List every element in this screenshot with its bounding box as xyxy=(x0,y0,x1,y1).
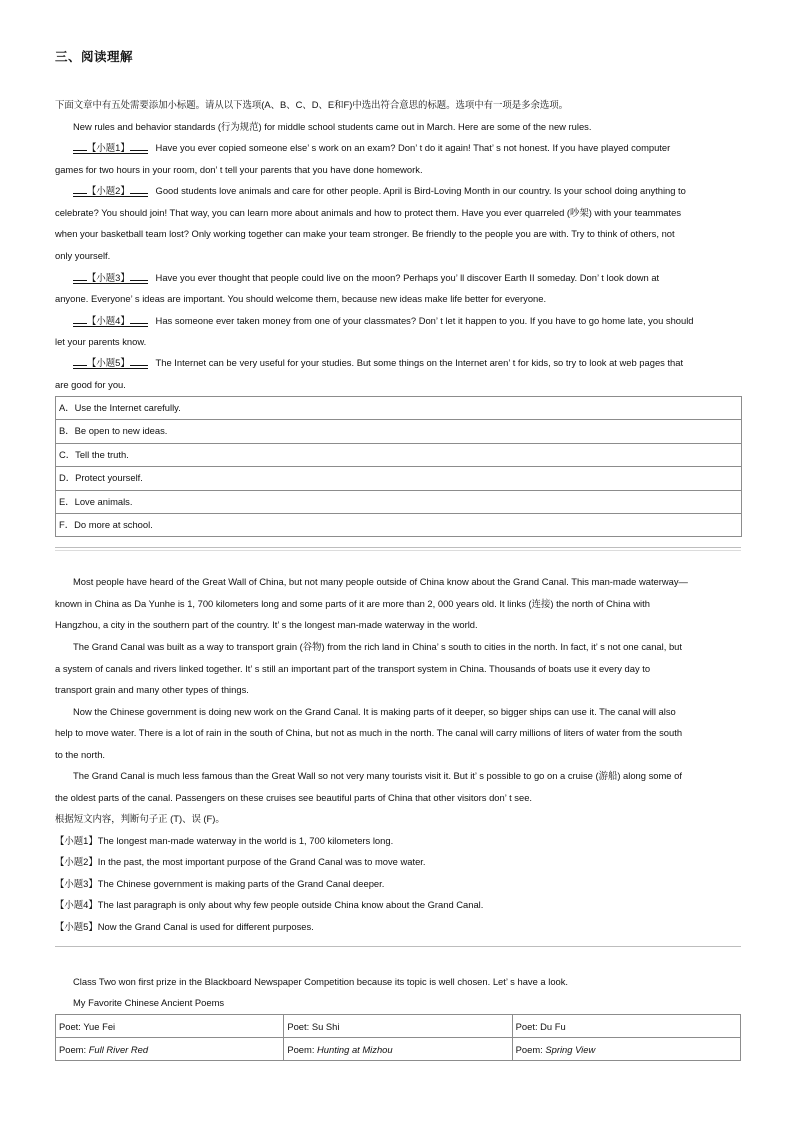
p1-item-2-cont: only yourself. xyxy=(55,250,111,261)
p2-line: The Grand Canal is much less famous than the Great Wall so not very many tourists visit it. But it’ s possible to go on a cruise (游船) along some of xyxy=(73,770,682,781)
divider xyxy=(55,547,741,548)
p2-line: to the north. xyxy=(55,749,106,760)
p1-item-1-cont: games for two hours in your room, don’ t tell your parents that you have done homework. xyxy=(55,164,423,175)
poem-table xyxy=(55,1014,741,1061)
p2-line: help to move water. There is a lot of rain in the south of China, but not as much in the north. The canal will carry millions of liters of water from the south xyxy=(55,727,683,738)
p2-line: The Grand Canal was built as a way to transport grain (谷物) from the rich land in China’ s south to cities in the north. In fact, it’ s not one canal, but xyxy=(73,641,682,652)
p1-item-4-cont: let your parents know. xyxy=(55,336,147,347)
p1-item-2: 【小题2】 Good students love animals and care for other people. April is Bird-Loving Month in our country. Is your school doing anything to xyxy=(55,180,741,202)
p2-line: a system of canals and rivers linked together. It’ s still an important part of the transport system in China. Thousands of boats use it every day to xyxy=(55,663,651,674)
option-a: A．Use the Internet carefully. xyxy=(56,397,741,420)
p2-line: Hangzhou, a city in the southern part of the country. It’ s the longest man-made waterway in the world. xyxy=(55,619,478,630)
p2-instruction: 根据短文内容，判断句子正 (T)、误 (F)。 xyxy=(55,813,225,824)
p2-line: known in China as Da Yunhe is 1, 700 kilometers long and some parts of it are more than 2, 000 years old. It links (连接) the north of China with xyxy=(55,598,650,609)
p1-intro: New rules and behavior standards (行为规范) for middle school students came out in March. Here are some of the new rules. xyxy=(73,121,592,132)
table-row xyxy=(56,1015,741,1038)
table-cell: Poet: Du Fu xyxy=(512,1015,740,1038)
p2-question-2: 【小题2】In the past, the most important purpose of the Grand Canal was to move water. xyxy=(55,856,426,867)
p3-intro: Class Two won first prize in the Blackboard Newspaper Competition because its topic is well chosen. Let’ s have a look. xyxy=(73,976,569,987)
question-tag: 【小题5】 xyxy=(73,357,148,369)
option-d: D．Protect yourself. xyxy=(56,467,741,490)
p1-item-5-cont: are good for you. xyxy=(55,379,126,390)
p1-item-4: 【小题4】 Has someone ever taken money from one of your classmates? Don’ t let it happen to you. If you have to go home late, you should xyxy=(55,310,741,332)
p1-item-1: 【小题1】 Have you ever copied someone else’ s work on an exam? Don’ t do it again! That’ s not honest. If you have played computer xyxy=(55,137,741,159)
p1-item-5: 【小题5】 The Internet can be very useful for your studies. But some things on the Internet aren’ t for kids, so try to look at web pages that xyxy=(55,352,741,374)
p1-item-3-cont: anyone. Everyone’ s ideas are important. You should welcome them, because new ideas make life better for everyone. xyxy=(55,293,547,304)
question-tag: 【小题1】 xyxy=(73,142,148,154)
options-table xyxy=(55,396,742,537)
question-tag: 【小题4】 xyxy=(73,315,148,327)
p1-item-3: 【小题3】 Have you ever thought that people could live on the moon? Perhaps you’ ll discover Earth II someday. Don’ t look down at xyxy=(55,267,741,289)
table-cell: Poem: Hunting at Mizhou xyxy=(284,1038,512,1061)
p2-question-3: 【小题3】The Chinese government is making parts of the Grand Canal deeper. xyxy=(55,878,385,889)
option-b: B．Be open to new ideas. xyxy=(56,420,741,443)
table-cell: Poet: Su Shi xyxy=(284,1015,512,1038)
p3-heading: My Favorite Chinese Ancient Poems xyxy=(73,997,225,1008)
p1-instruction: 下面文章中有五处需要添加小标题。请从以下选项(A、B、C、D、E和F)中选出符合意思的标题。选项中有一项是多余选项。 xyxy=(55,99,569,110)
table-cell: Poet: Yue Fei xyxy=(56,1015,284,1038)
section-title: 三、阅读理解 xyxy=(55,49,134,64)
question-tag: 【小题2】 xyxy=(73,185,148,197)
p2-question-4: 【小题4】The last paragraph is only about why few people outside China know about the Grand Canal. xyxy=(55,899,484,910)
option-e: E．Love animals. xyxy=(56,491,741,514)
option-c: C．Tell the truth. xyxy=(56,444,741,467)
divider xyxy=(55,550,741,551)
table-row xyxy=(56,1038,741,1061)
divider xyxy=(55,946,741,947)
p2-question-1: 【小题1】The longest man-made waterway in the world is 1, 700 kilometers long. xyxy=(55,835,394,846)
table-cell: Poem: Spring View xyxy=(512,1038,740,1061)
p2-line: the oldest parts of the canal. Passengers on these cruises see beautiful parts of China that other visitors don’ t see. xyxy=(55,792,533,803)
p2-question-5: 【小题5】Now the Grand Canal is used for different purposes. xyxy=(55,921,314,932)
question-tag: 【小题3】 xyxy=(73,272,148,284)
p2-line: transport grain and many other types of things. xyxy=(55,684,249,695)
p1-item-2-cont: when your basketball team lost? Only working together can make your team stronger. Be friendly to the people you are with. Try to think of others, not xyxy=(55,228,675,239)
p2-line: Now the Chinese government is doing new work on the Grand Canal. It is making parts of it deeper, so bigger ships can use it. The canal will also xyxy=(73,706,676,717)
option-f: F．Do more at school. xyxy=(59,518,153,530)
p2-line: Most people have heard of the Great Wall of China, but not many people outside of China know about the Grand Canal. This man-made waterway— xyxy=(73,576,688,587)
table-cell: Poem: Full River Red xyxy=(56,1038,284,1061)
p1-item-2-cont: celebrate? You should join! That way, you can learn more about animals and how to protect them. Have you ever quarreled (吵架) with your teammates xyxy=(55,207,682,218)
